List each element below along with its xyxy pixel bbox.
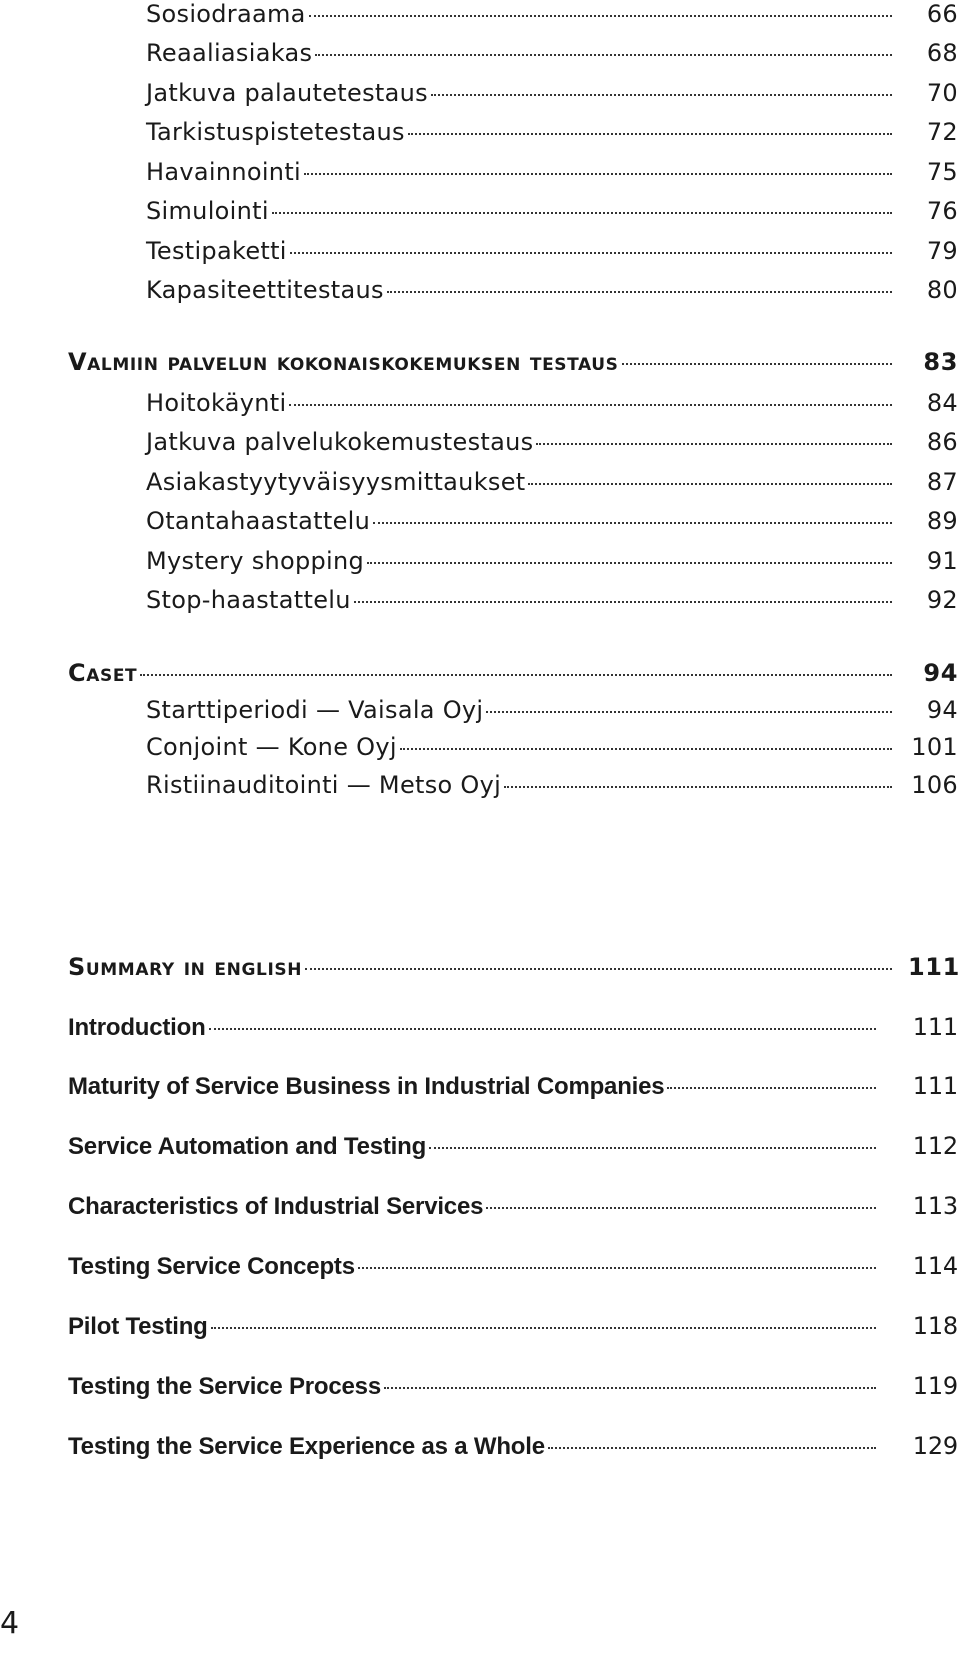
toc-entry-page: 111 — [912, 1072, 958, 1100]
toc-entry-page: 113 — [912, 1192, 958, 1220]
dot-leader — [358, 1267, 876, 1269]
page-number: 4 — [0, 1606, 20, 1641]
toc-entry-title: Maturity of Service Business in Industrial Companies — [68, 1073, 665, 1100]
toc-entry-page: 91 — [926, 547, 958, 575]
dot-leader — [548, 1447, 876, 1449]
dot-leader — [272, 212, 892, 214]
toc-entry-title: Testipaketti — [146, 237, 287, 265]
toc-entry — [146, 586, 958, 614]
dot-leader — [429, 1147, 876, 1149]
toc-entry — [68, 1252, 958, 1281]
toc-entry-title: Starttiperiodi — Vaisala Oyj — [146, 696, 484, 724]
dot-leader — [528, 483, 892, 485]
toc-entry-page: 66 — [926, 0, 958, 28]
dot-leader — [354, 601, 892, 603]
toc-entry-title: Conjoint — Kone Oyj — [146, 733, 397, 761]
toc-entry-page: 114 — [912, 1252, 958, 1280]
dot-leader — [315, 54, 892, 56]
toc-entry-title: Mystery shopping — [146, 547, 365, 575]
toc-entry — [146, 733, 958, 761]
section-page: 111 — [908, 953, 960, 981]
toc-entry-page: 86 — [926, 428, 958, 456]
toc-entry — [146, 79, 958, 107]
toc-entry-title: Service Automation and Testing — [68, 1133, 427, 1160]
toc-entry-page: 76 — [926, 197, 958, 225]
toc-entry-page: 106 — [911, 771, 958, 799]
dot-leader — [290, 252, 892, 254]
dot-leader — [400, 748, 892, 750]
toc-entry — [68, 1192, 958, 1221]
dot-leader — [622, 363, 892, 365]
toc-entry — [68, 1132, 958, 1161]
toc-entry — [146, 507, 958, 535]
section-title: Valmiin palvelun kokonaiskokemuksen testaus — [68, 348, 619, 376]
toc-entry — [146, 696, 958, 724]
dot-leader — [305, 968, 892, 970]
toc-entry — [68, 1312, 958, 1341]
toc-entry — [146, 197, 958, 225]
toc-entry-title: Tarkistuspistetestaus — [146, 118, 405, 146]
toc-entry-title: Pilot Testing — [68, 1313, 208, 1340]
dot-leader — [387, 291, 892, 293]
toc-entry-page: 79 — [926, 237, 958, 265]
dot-leader — [289, 404, 892, 406]
section-page: 94 — [923, 659, 958, 687]
toc-entry-title: Asiakastyytyväisyysmittaukset — [146, 468, 526, 496]
toc-entry — [146, 158, 958, 186]
toc-entry — [146, 237, 958, 265]
toc-entry-page: 89 — [926, 507, 958, 535]
toc-entry-title: Hoitokäynti — [146, 389, 287, 417]
dot-leader — [209, 1028, 876, 1030]
toc-entry-title: Otantahaastattelu — [146, 507, 371, 535]
toc-entry-page: 129 — [912, 1432, 958, 1460]
toc-entry-title: Kapasiteettitestaus — [146, 276, 384, 304]
dot-leader — [304, 173, 892, 175]
toc-entry-page: 112 — [912, 1132, 958, 1160]
toc-entry-page: 68 — [926, 39, 958, 67]
toc-entry — [68, 1372, 958, 1401]
toc-entry-page: 94 — [926, 696, 958, 724]
toc-entry-title: Introduction — [68, 1014, 206, 1041]
toc-entry — [146, 547, 958, 575]
toc-entry — [68, 1432, 958, 1461]
toc-entry — [146, 468, 958, 496]
toc-entry-page: 84 — [926, 389, 958, 417]
toc-entry-title: Jatkuva palvelukokemustestaus — [146, 428, 534, 456]
toc-entry-page: 75 — [926, 158, 958, 186]
toc-entry — [146, 118, 958, 146]
dot-leader — [486, 1207, 876, 1209]
toc-entry — [146, 389, 958, 417]
dot-leader — [367, 562, 892, 564]
toc-entry-page: 70 — [926, 79, 958, 107]
toc-entry — [146, 771, 958, 799]
dot-leader — [140, 674, 892, 676]
toc-entry-title: Stop-haastattelu — [146, 586, 351, 614]
toc-section-heading — [68, 348, 958, 376]
toc-entry-page: 92 — [926, 586, 958, 614]
dot-leader — [536, 443, 892, 445]
dot-leader — [431, 94, 892, 96]
toc-entry-title: Sosiodraama — [146, 0, 306, 28]
toc-entry — [146, 0, 958, 28]
dot-leader — [309, 15, 892, 17]
toc-entry — [146, 39, 958, 67]
dot-leader — [384, 1387, 876, 1389]
dot-leader — [408, 133, 892, 135]
toc-entry-page: 101 — [911, 733, 958, 761]
toc-entry-page: 72 — [926, 118, 958, 146]
dot-leader — [504, 786, 892, 788]
dot-leader — [667, 1087, 876, 1089]
toc-entry-title: Testing Service Concepts — [68, 1253, 355, 1280]
toc-entry — [68, 1013, 958, 1042]
toc-entry-title: Testing the Service Experience as a Whole — [68, 1433, 545, 1460]
toc-section-heading — [68, 953, 958, 981]
dot-leader — [373, 522, 892, 524]
toc-entry-page: 119 — [912, 1372, 958, 1400]
toc-entry-title: Jatkuva palautetestaus — [146, 79, 428, 107]
toc-entry-page: 80 — [926, 276, 958, 304]
toc-entry-title: Ristiinauditointi — Metso Oyj — [146, 771, 502, 799]
toc-entry-title: Testing the Service Process — [68, 1373, 381, 1400]
toc-entry-page: 87 — [926, 468, 958, 496]
toc-entry-title: Simulointi — [146, 197, 269, 225]
dot-leader — [486, 711, 892, 713]
toc-entry-page: 118 — [912, 1312, 958, 1340]
section-title: Caset — [68, 659, 138, 687]
toc-entry-title: Reaaliasiakas — [146, 39, 313, 67]
toc-entry — [146, 428, 958, 456]
section-title: Summary in english — [68, 953, 303, 981]
toc-entry — [68, 1072, 958, 1101]
toc-entry — [146, 276, 958, 304]
section-page: 83 — [923, 348, 958, 376]
toc-entry-page: 111 — [912, 1013, 958, 1041]
toc-entry-title: Havainnointi — [146, 158, 301, 186]
toc-entry-title: Characteristics of Industrial Services — [68, 1193, 484, 1220]
toc-section-heading — [68, 659, 958, 687]
dot-leader — [211, 1327, 876, 1329]
